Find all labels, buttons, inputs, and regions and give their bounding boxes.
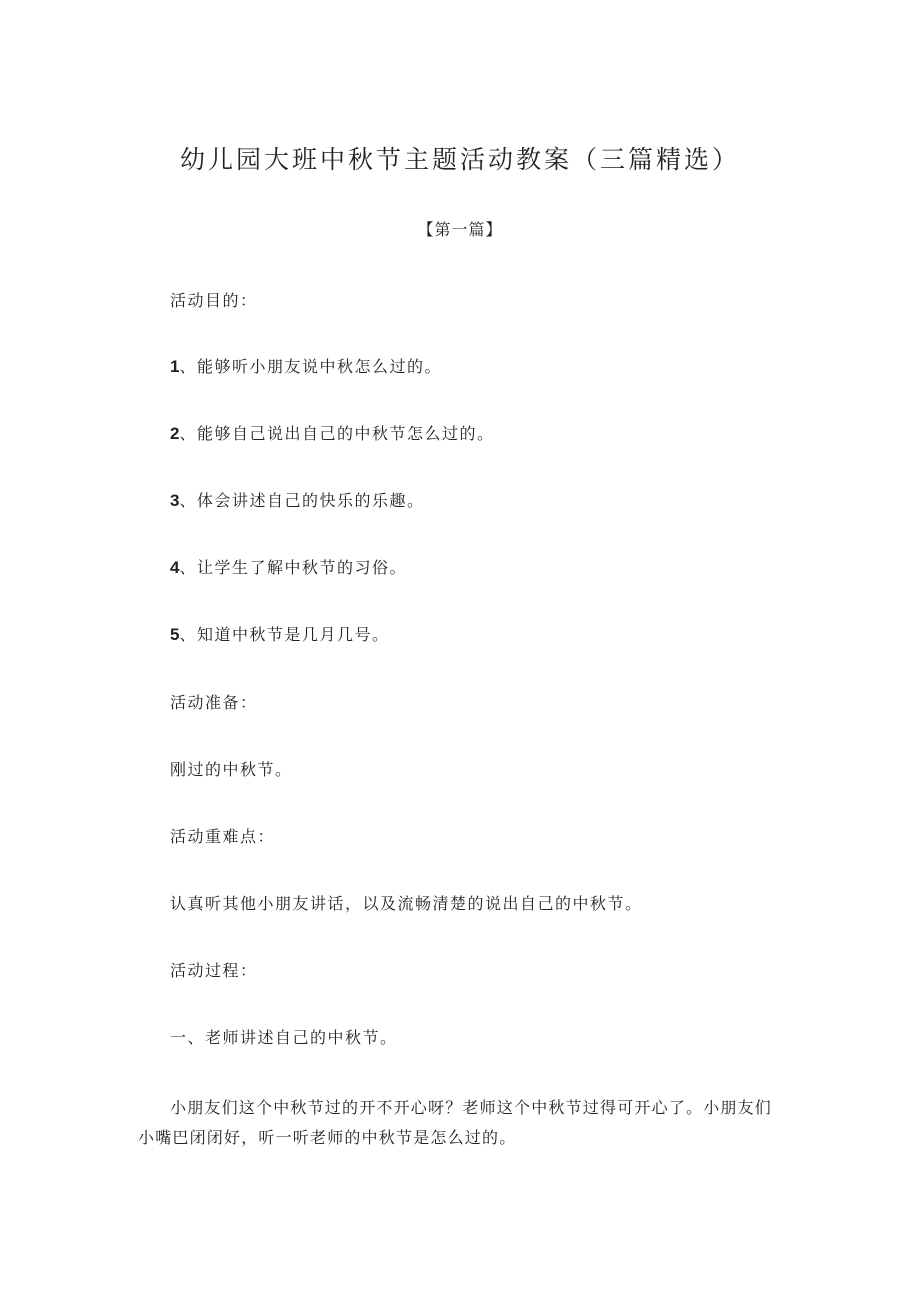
key-text: 认真听其他小朋友讲话，以及流畅清楚的说出自己的中秋节。: [170, 894, 643, 913]
goals-heading: 活动目的：: [170, 291, 258, 310]
goal-item-5: [170, 622, 389, 645]
document-title: 幼儿园大班中秋节主题活动教案（三篇精选）: [179, 145, 740, 174]
key-heading: 活动重难点：: [170, 827, 276, 846]
goal-text: 、能够听小朋友说中秋怎么过的。: [179, 357, 442, 376]
goal-number: 1: [170, 357, 180, 376]
goal-item-2: [170, 421, 494, 444]
goal-number: 2: [170, 424, 180, 443]
section-label: 【第一篇】: [417, 220, 503, 239]
goal-number: 5: [170, 625, 180, 644]
goal-number: 4: [170, 558, 180, 577]
goal-item-3: [170, 488, 424, 511]
goal-item-1: [170, 354, 442, 377]
goal-number: 3: [170, 491, 180, 510]
goal-item-4: [170, 555, 407, 578]
goal-text: 、让学生了解中秋节的习俗。: [179, 558, 407, 577]
prep-heading: 活动准备：: [170, 693, 258, 712]
goal-text: 、能够自己说出自己的中秋节怎么过的。: [179, 424, 495, 443]
process-heading: 活动过程：: [170, 961, 258, 980]
prep-text: 刚过的中秋节。: [170, 760, 293, 779]
step-one: 一、老师讲述自己的中秋节。: [170, 1028, 398, 1047]
goal-text: 、体会讲述自己的快乐的乐趣。: [179, 491, 425, 510]
goal-text: 、知道中秋节是几月几号。: [179, 625, 390, 644]
body-paragraph: 小朋友们这个中秋节过的开不开心呀？老师这个中秋节过得可开心了。小朋友们小嘴巴闭闭好，听一听老师的中秋节是怎么过的。: [138, 1098, 773, 1147]
